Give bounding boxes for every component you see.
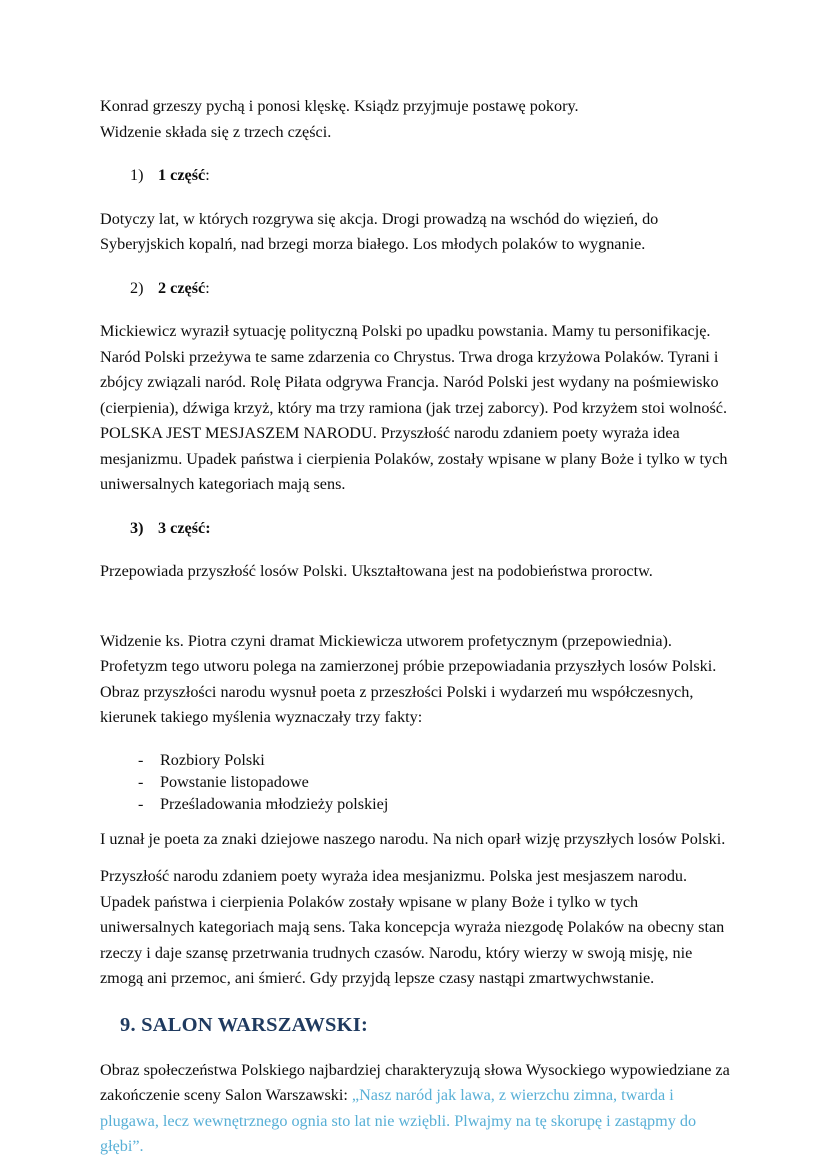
- list-item-label: Powstanie listopadowe: [160, 772, 309, 791]
- document-body: [100, 94, 736, 1160]
- list-item: [138, 771, 736, 793]
- spacer: [100, 258, 736, 276]
- dash-bullet-icon: -: [138, 750, 144, 769]
- spacer: [100, 992, 736, 1010]
- salon-paragraph: [100, 1058, 736, 1160]
- spacer: [100, 815, 736, 827]
- list-item: [138, 793, 736, 815]
- part-body-2: Mickiewicz wyraził sytuację polityczną Polski po upadku powstania. Mamy tu personifikację. Naród Polski przeżywa te same zdarzenia co Chrystus. Trwa droga krzyżowa Polaków. Tyrani i zbójcy związali naród. Rolę Piłata odgrywa Francja. Naród Polski jest wydany na pośmiewisko (cierpienia), dźwiga krzyż, który ma trzy ramiona (jak trzej zaborcy). Pod krzyżem stoi wolność. POLSKA JEST MESJASZEM NARODU. Przyszłość narodu zdaniem poety wyraża idea mesjanizmu. Upadek państwa i cierpienia Polaków, zostały wpisane w plany Boże i tylko w tych uniwersalnych kategoriach mają sens.: [100, 322, 728, 493]
- spacer: [100, 731, 736, 749]
- dash-bullet-icon: -: [138, 794, 144, 813]
- page-title: 9. SALON WARSZAWSKI:: [120, 1013, 368, 1036]
- facts-list: [100, 749, 736, 815]
- spacer: [100, 189, 736, 207]
- part-label-1: 1 część: [158, 166, 206, 184]
- intro-line-2: Widzenie składa się z trzech części.: [100, 122, 332, 141]
- list-item-label: Rozbiory Polski: [160, 750, 265, 769]
- numbered-item-2: [100, 276, 736, 302]
- spacer: [100, 585, 736, 629]
- part-colon-1: :: [205, 166, 210, 184]
- part-body-3: Przepowiada przyszłość losów Polski. Ukształtowana jest na podobieństwa proroctw.: [100, 562, 653, 580]
- intro-paragraph: [100, 94, 736, 145]
- spacer: [100, 1040, 736, 1058]
- spacer: [100, 852, 736, 864]
- salon-lead-text: Obraz społeczeństwa Polskiego najbardziej charakteryzują słowa Wysockiego wypowiedziane za zakończenie sceny Salon Warszawski:: [100, 1060, 730, 1104]
- dash-bullet-icon: -: [138, 772, 144, 791]
- messianism-paragraph: Przyszłość narodu zdaniem poety wyraża idea mesjanizmu. Polska jest mesjaszem narodu. Upadek państwa i cierpienia Polaków zostały wpisane w plany Boże i tylko w tych uniwersalnych kategoriach mają sens. Taka koncepcja wyraża niezgodę Polaków na obecny stan rzeczy i daje szansę przetrwania trudnych czasów. Narodu, który wierzy w swoją misję, nie zmogą ani przemoc, ani śmierć. Gdy przyjdą lepsze czasy nastąpi zmartwychwstanie.: [100, 867, 725, 987]
- list-marker-1: 1): [130, 166, 144, 184]
- signs-paragraph: I uznał je poeta za znaki dziejowe naszego narodu. Na nich oparł wizję przyszłych losów Polski.: [100, 829, 726, 848]
- part-colon-3: :: [205, 518, 211, 537]
- intro-line-1: Konrad grzeszy pychą i ponosi klęskę. Ksiądz przyjmuje postawę pokory.: [100, 97, 579, 115]
- part-label-2: 2 część: [158, 278, 206, 297]
- salon-quote: „Nasz naród jak lawa, z wierzchu zimna, twarda i plugawa, lecz wewnętrznego ognia sto lat nie wziębli. Plwajmy na tę skorupę i zastąpmy do głębi”.: [100, 1086, 697, 1155]
- prophecy-paragraph: Widzenie ks. Piotra czyni dramat Mickiewicza utworem profetycznym (przepowiednia). Profetyzm tego utworu polega na zamierzonej próbie przepowiadania przyszłych losów Polski. Obraz przyszłości narodu wysnuł poeta z przeszłości Polski i wydarzeń mu współczesnych, kierunek takiego myślenia wyznaczały trzy fakty:: [100, 631, 717, 726]
- part-body-1: Dotyczy lat, w których rozgrywa się akcja. Drogi prowadzą na wschód do więzień, do Syberyjskich kopalń, nad brzegi morza białego. Los młodych polaków to wygnanie.: [100, 209, 659, 253]
- spacer: [100, 498, 736, 516]
- list-item-label: Prześladowania młodzieży polskiej: [160, 794, 389, 813]
- list-item: [138, 749, 736, 771]
- spacer: [100, 301, 736, 319]
- numbered-item-1: [100, 163, 736, 189]
- part-label-3: 3 część: [158, 518, 206, 537]
- list-marker-3: 3): [130, 518, 144, 537]
- list-marker-2: 2): [130, 278, 144, 297]
- numbered-item-3: [100, 516, 736, 542]
- part-colon-2: :: [205, 278, 210, 297]
- spacer: [100, 145, 736, 163]
- spacer: [100, 541, 736, 559]
